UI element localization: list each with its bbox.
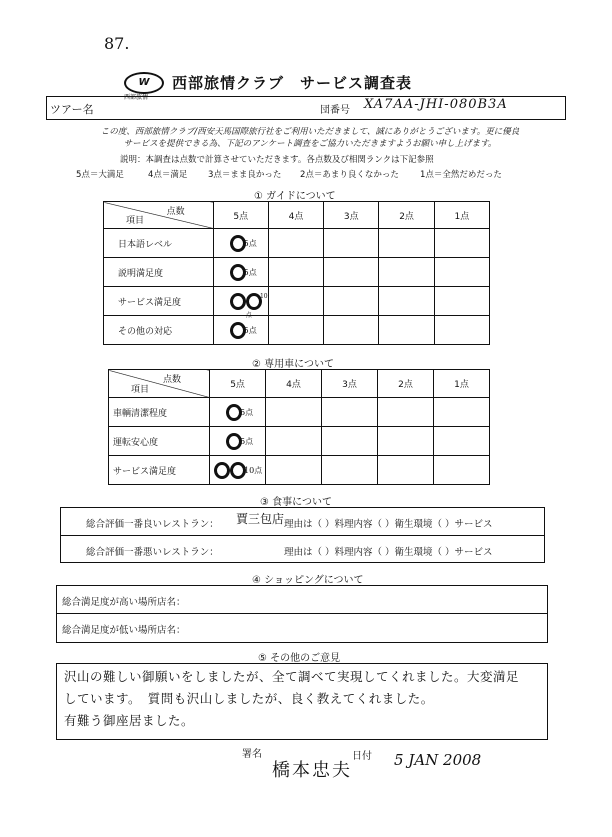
- best-reason-options[interactable]: 理由は（ ）料理内容（ ）衛生環境（ ）サービス: [284, 519, 493, 530]
- page-title: 西部旅情クラブ サービス調査表: [172, 74, 413, 92]
- mark-note: 5点: [240, 408, 254, 417]
- vehicle-col-3: 3点: [322, 370, 378, 398]
- scoring-note: 説明：本調査は点数で計算させていただきます。各点数及び相関ランクは下記参照: [120, 155, 434, 165]
- guide-cell[interactable]: [268, 229, 323, 258]
- vehicle-row-label: 運転安心度: [109, 427, 210, 456]
- mark-note: 10点: [244, 466, 263, 475]
- guide-table: [103, 201, 490, 345]
- vehicle-cell[interactable]: [434, 456, 490, 485]
- shop-low-label: 総合満足度が低い場所店名：: [62, 625, 186, 636]
- opinion-section-title: ⑤ その他のご意見: [258, 653, 341, 664]
- guide-cell[interactable]: [379, 229, 434, 258]
- vehicle-row: [109, 398, 490, 427]
- intro-line-2: サービスを提供できる為、下記のアンケート調査をご協力いただきますようお願い申し上げます。: [123, 139, 497, 149]
- vehicle-cell[interactable]: [266, 427, 322, 456]
- guide-cell[interactable]: [268, 316, 323, 345]
- circle-mark-icon: [214, 462, 230, 479]
- scale-1: 1点＝全然だめだった: [420, 170, 502, 180]
- guide-cell[interactable]: [379, 258, 434, 287]
- guide-section-title: ① ガイドについて: [254, 191, 336, 202]
- worst-restaurant-label: 総合評価一番悪いレストラン：: [86, 547, 219, 558]
- guide-row-label: 日本語レベル: [104, 229, 214, 258]
- guide-col-3: 3点: [324, 202, 379, 229]
- intro-line-1: この度、西部旅情クラブ/西安天馬国際旅行社をご利用いただきまして、誠にありがとうございます。更に優良: [100, 127, 520, 137]
- signature-value[interactable]: 橋本忠夫: [272, 760, 352, 781]
- meal-section-title: ③ 食事について: [260, 497, 332, 508]
- guide-col-2: 2点: [379, 202, 434, 229]
- guide-diag-item: 項目: [126, 216, 145, 226]
- guide-row: [104, 287, 490, 316]
- best-restaurant-value[interactable]: 賈三包店: [236, 512, 285, 526]
- vehicle-col-4: 4点: [266, 370, 322, 398]
- date-value[interactable]: 5 JAN 2008: [394, 751, 482, 769]
- vehicle-row-label: 車輌清潔程度: [109, 398, 210, 427]
- mark-note: 5点: [243, 239, 257, 248]
- opinion-line-1: 沢山の難しい御願いをしましたが、全て調べて実現してくれました。大変満足: [64, 669, 520, 684]
- tour-name-label: ツアー名: [50, 103, 94, 116]
- vehicle-cell[interactable]: [266, 456, 322, 485]
- guide-cell[interactable]: [324, 258, 379, 287]
- scale-4: 4点＝満足: [148, 170, 188, 180]
- mark-note: 5点: [243, 326, 257, 335]
- guide-row-1-5pt[interactable]: [213, 229, 268, 258]
- logo-subtext: 西部旅情: [124, 94, 149, 101]
- shopping-divider: [56, 613, 548, 614]
- guide-diag-score: 点数: [166, 207, 185, 217]
- guide-row-label: サービス満足度: [104, 287, 214, 316]
- scale-5: 5点＝大満足: [76, 170, 124, 180]
- guide-row-label: その他の対応: [104, 316, 214, 345]
- guide-cell[interactable]: [434, 316, 489, 345]
- signature-label: 署名: [242, 749, 262, 760]
- guide-cell[interactable]: [324, 229, 379, 258]
- shop-high-label: 総合満足度が高い場所店名：: [62, 597, 186, 608]
- date-label: 日付: [352, 751, 372, 762]
- guide-row: [104, 316, 490, 345]
- vehicle-cell[interactable]: [378, 456, 434, 485]
- page-number: 87.: [104, 34, 130, 53]
- guide-row-label: 説明満足度: [104, 258, 214, 287]
- guide-cell[interactable]: [434, 287, 489, 316]
- vehicle-header-diag: [109, 370, 210, 398]
- vehicle-row: [109, 427, 490, 456]
- guide-col-4: 4点: [268, 202, 323, 229]
- circle-mark-icon: [230, 293, 246, 310]
- vehicle-cell[interactable]: [322, 456, 378, 485]
- guide-row-4-5pt[interactable]: [213, 316, 268, 345]
- vehicle-row-label: サービス満足度: [109, 456, 210, 485]
- guide-cell[interactable]: [324, 287, 379, 316]
- mark-note: 10点: [245, 293, 268, 319]
- vehicle-cell[interactable]: [378, 427, 434, 456]
- company-logo: W: [124, 72, 164, 94]
- guide-cell[interactable]: [434, 258, 489, 287]
- best-restaurant-label: 総合評価一番良いレストラン：: [86, 519, 219, 530]
- vehicle-col-1: 1点: [434, 370, 490, 398]
- vehicle-diag-score: 点数: [163, 375, 182, 385]
- guide-row: [104, 229, 490, 258]
- guide-cell[interactable]: [268, 258, 323, 287]
- guide-cell[interactable]: [324, 316, 379, 345]
- vehicle-col-2: 2点: [378, 370, 434, 398]
- mark-note: 5点: [240, 437, 254, 446]
- scale-3: 3点＝まま良かった: [208, 170, 282, 180]
- guide-row-2-5pt[interactable]: [213, 258, 268, 287]
- meal-divider: [60, 535, 545, 536]
- vehicle-row-1-5pt[interactable]: [210, 398, 266, 427]
- guide-header-diag: [104, 202, 214, 229]
- vehicle-cell[interactable]: [378, 398, 434, 427]
- vehicle-cell[interactable]: [322, 427, 378, 456]
- guide-cell[interactable]: [434, 229, 489, 258]
- guide-cell[interactable]: [268, 287, 323, 316]
- vehicle-cell[interactable]: [434, 427, 490, 456]
- group-number-label: 団番号: [320, 105, 350, 116]
- vehicle-section-title: ② 専用車について: [252, 359, 334, 370]
- opinion-line-2: しています。 質問も沢山しましたが、良く教えてくれました。: [64, 691, 434, 706]
- vehicle-col-5: 5点: [210, 370, 266, 398]
- guide-col-1: 1点: [434, 202, 489, 229]
- mark-note: 5点: [243, 268, 257, 277]
- vehicle-cell[interactable]: [322, 398, 378, 427]
- vehicle-cell[interactable]: [266, 398, 322, 427]
- vehicle-row-3-5pt[interactable]: [210, 456, 266, 485]
- intro-text: [60, 126, 560, 150]
- guide-row: [104, 258, 490, 287]
- guide-cell[interactable]: [379, 316, 434, 345]
- shopping-section-title: ④ ショッピングについて: [252, 575, 364, 586]
- vehicle-row-2-5pt[interactable]: [210, 427, 266, 456]
- opinion-line-3: 有難う御座居ました。: [64, 713, 195, 728]
- vehicle-diag-item: 項目: [131, 385, 150, 395]
- vehicle-row: [109, 456, 490, 485]
- worst-reason-options[interactable]: 理由は（ ）料理内容（ ）衛生環境（ ）サービス: [284, 547, 493, 558]
- vehicle-cell[interactable]: [434, 398, 490, 427]
- guide-cell[interactable]: [379, 287, 434, 316]
- vehicle-table: [108, 369, 490, 485]
- guide-col-5: 5点: [213, 202, 268, 229]
- guide-row-3-5pt[interactable]: [213, 287, 268, 319]
- scale-2: 2点＝あまり良くなかった: [300, 170, 399, 180]
- group-number-value[interactable]: XA7AA-JHI-080B3A: [364, 97, 508, 112]
